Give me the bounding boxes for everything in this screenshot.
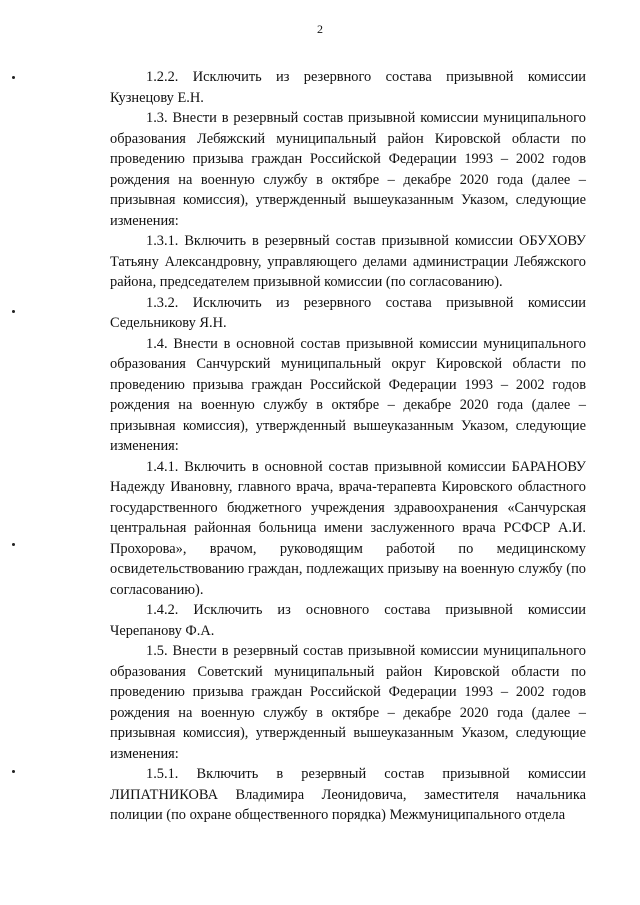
scan-speck	[12, 76, 15, 79]
paragraph-1-5-1: 1.5.1. Включить в резервный состав призывной комиссии ЛИПАТНИКОВА Владимира Леонидовича, заместителя начальника полиции (по охране общественного порядка) Межмуниципального отдела	[110, 766, 586, 823]
scan-speck	[12, 770, 15, 773]
paragraph-1-3-1: 1.3.1. Включить в резервный состав призывной комиссии ОБУХОВУ Татьяну Александровну, управляющего делами администрации Лебяжского района, председателем призывной комиссии (по согласованию).	[110, 233, 586, 290]
paragraph-1-3-2: 1.3.2. Исключить из резервного состава призывной комиссии Седельникову Я.Н.	[110, 294, 586, 331]
paragraph-1-4-2: 1.4.2. Исключить из основного состава призывной комиссии Черепанову Ф.А.	[110, 602, 586, 639]
paragraph-1-4: 1.4. Внести в основной состав призывной комиссии муниципального образования Санчурский муниципальный округ Кировской области по проведению призыва граждан Российской Федерации 1993 – 2002 годов рождения на военную службу в октябре – декабре 2020 года (далее – призывная комиссия), утвержденный вышеуказанным Указом, следующие изменения:	[110, 335, 586, 454]
page-number: 2	[317, 22, 323, 36]
scan-speck	[12, 310, 15, 313]
document-body	[110, 67, 586, 826]
paragraph-1-4-1: 1.4.1. Включить в основной состав призывной комиссии БАРАНОВУ Надежду Ивановну, главного врача, врача-терапевта Кировского областного государственного бюджетного учреждения здравоохранения «Санчурская центральная районная больница имени заслуженного врача РСФСР А.И. Прохорова», врачом, руководящим работой по медицинскому освидетельствованию граждан, подлежащих призыву на военную службу (по согласованию).	[110, 458, 586, 598]
paragraph-1-2-2: 1.2.2. Исключить из резервного состава призывной комиссии Кузнецову Е.Н.	[110, 69, 586, 106]
scan-speck	[12, 543, 15, 546]
paragraph-1-3: 1.3. Внести в резервный состав призывной комиссии муниципального образования Лебяжский муниципальный район Кировской области по проведению призыва граждан Российской Федерации 1993 – 2002 годов рождения на военную службу в октябре – декабре 2020 года (далее – призывная комиссия), утвержденный вышеуказанным Указом, следующие изменения:	[110, 110, 586, 229]
paragraph-1-5: 1.5. Внести в резервный состав призывной комиссии муниципального образования Советский муниципальный район Кировской области по проведению призыва граждан Российской Федерации 1993 – 2002 годов рождения на военную службу в октябре – декабре 2020 года (далее – призывная комиссия), утвержденный вышеуказанным Указом, следующие изменения:	[110, 643, 586, 762]
